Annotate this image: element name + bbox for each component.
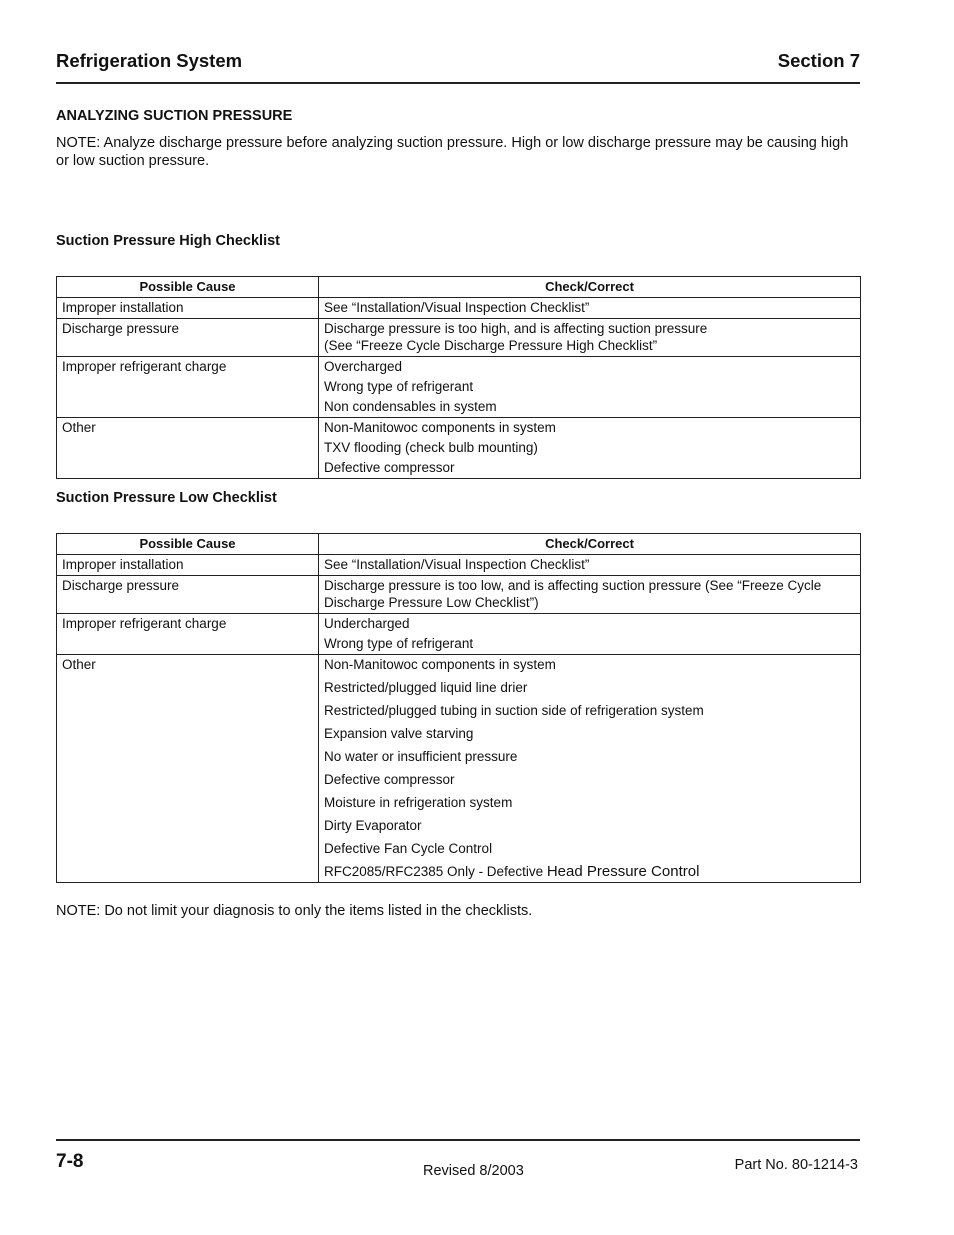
analyze-heading: ANALYZING SUCTION PRESSURE	[56, 108, 293, 124]
check-item-prefix: RFC2085/RFC2385 Only - Defective	[324, 864, 547, 879]
check-cell	[319, 655, 861, 883]
table-header-row	[57, 277, 861, 298]
cause-cell: Improper refrigerant charge	[57, 614, 319, 655]
low-checklist-table	[56, 533, 861, 883]
cause-cell: Improper installation	[57, 298, 319, 319]
check-cell	[319, 298, 861, 319]
footer-divider	[56, 1139, 860, 1141]
check-item: Non-Manitowoc components in system	[324, 657, 556, 672]
table-row	[57, 298, 861, 319]
check-item: Dirty Evaporator	[324, 818, 422, 833]
table-row	[57, 357, 861, 418]
check-cell	[319, 614, 861, 655]
column-header-check: Check/Correct	[319, 277, 861, 298]
cause-cell: Discharge pressure	[57, 319, 319, 357]
check-item: Wrong type of refrigerant	[324, 636, 474, 651]
check-cell	[319, 418, 861, 479]
cause-cell: Other	[57, 418, 319, 479]
check-item: Non condensables in system	[324, 399, 497, 414]
check-item: Defective compressor	[324, 460, 455, 475]
check-item: Undercharged	[324, 616, 410, 631]
table-row	[57, 319, 861, 357]
check-item: Overcharged	[324, 359, 403, 374]
table-row	[57, 655, 861, 883]
check-item: Discharge pressure is too low, and is affecting suction pressure (See “Freeze Cycle Discharge Pressure Low Checklist”)	[324, 578, 822, 610]
check-item: No water or insufficient pressure	[324, 749, 518, 764]
high-checklist-table	[56, 276, 861, 479]
check-item: Restricted/plugged tubing in suction side of refrigeration system	[324, 703, 704, 718]
check-item: Restricted/plugged liquid line drier	[324, 680, 528, 695]
check-cell	[319, 576, 861, 614]
check-item: Defective compressor	[324, 772, 455, 787]
check-item: TXV flooding (check bulb mounting)	[324, 440, 538, 455]
revised-date: Revised 8/2003	[423, 1163, 524, 1179]
check-item: See “Installation/Visual Inspection Checklist”	[324, 300, 590, 315]
check-item: Non-Manitowoc components in system	[324, 420, 556, 435]
check-item: See “Installation/Visual Inspection Checklist”	[324, 557, 590, 572]
check-item: (See “Freeze Cycle Discharge Pressure High Checklist”	[324, 338, 658, 353]
header-divider	[56, 82, 860, 84]
page-number: 7-8	[56, 1151, 84, 1172]
cause-cell: Improper installation	[57, 555, 319, 576]
table-row	[57, 576, 861, 614]
part-number: Part No. 80-1214-3	[734, 1157, 858, 1173]
column-header-cause: Possible Cause	[57, 277, 319, 298]
check-item: Defective Fan Cycle Control	[324, 841, 493, 856]
column-header-check: Check/Correct	[319, 534, 861, 555]
check-item: Discharge pressure is too high, and is affecting suction pressure	[324, 321, 708, 336]
high-checklist-heading: Suction Pressure High Checklist	[56, 233, 281, 249]
cause-cell: Other	[57, 655, 319, 883]
table-row	[57, 555, 861, 576]
check-cell	[319, 319, 861, 357]
check-cell	[319, 357, 861, 418]
check-item: Expansion valve starving	[324, 726, 474, 741]
analyze-note: NOTE: Analyze discharge pressure before analyzing suction pressure. High or low discharge pressure may be causing high or low suction pressure.	[56, 135, 849, 169]
column-header-cause: Possible Cause	[57, 534, 319, 555]
cause-cell: Improper refrigerant charge	[57, 357, 319, 418]
table-row	[57, 614, 861, 655]
check-item-suffix: Head Pressure Control	[546, 863, 700, 880]
check-cell	[319, 555, 861, 576]
low-checklist-heading: Suction Pressure Low Checklist	[56, 490, 277, 506]
check-item-last	[324, 863, 855, 880]
check-item: Wrong type of refrigerant	[324, 379, 474, 394]
header-title: Refrigeration System	[56, 50, 243, 71]
cause-cell: Discharge pressure	[57, 576, 319, 614]
diagnosis-note: NOTE: Do not limit your diagnosis to only the items listed in the checklists.	[56, 903, 533, 919]
header-section: Section 7	[777, 50, 860, 71]
table-header-row	[57, 534, 861, 555]
check-item: Moisture in refrigeration system	[324, 795, 513, 810]
table-row	[57, 418, 861, 479]
